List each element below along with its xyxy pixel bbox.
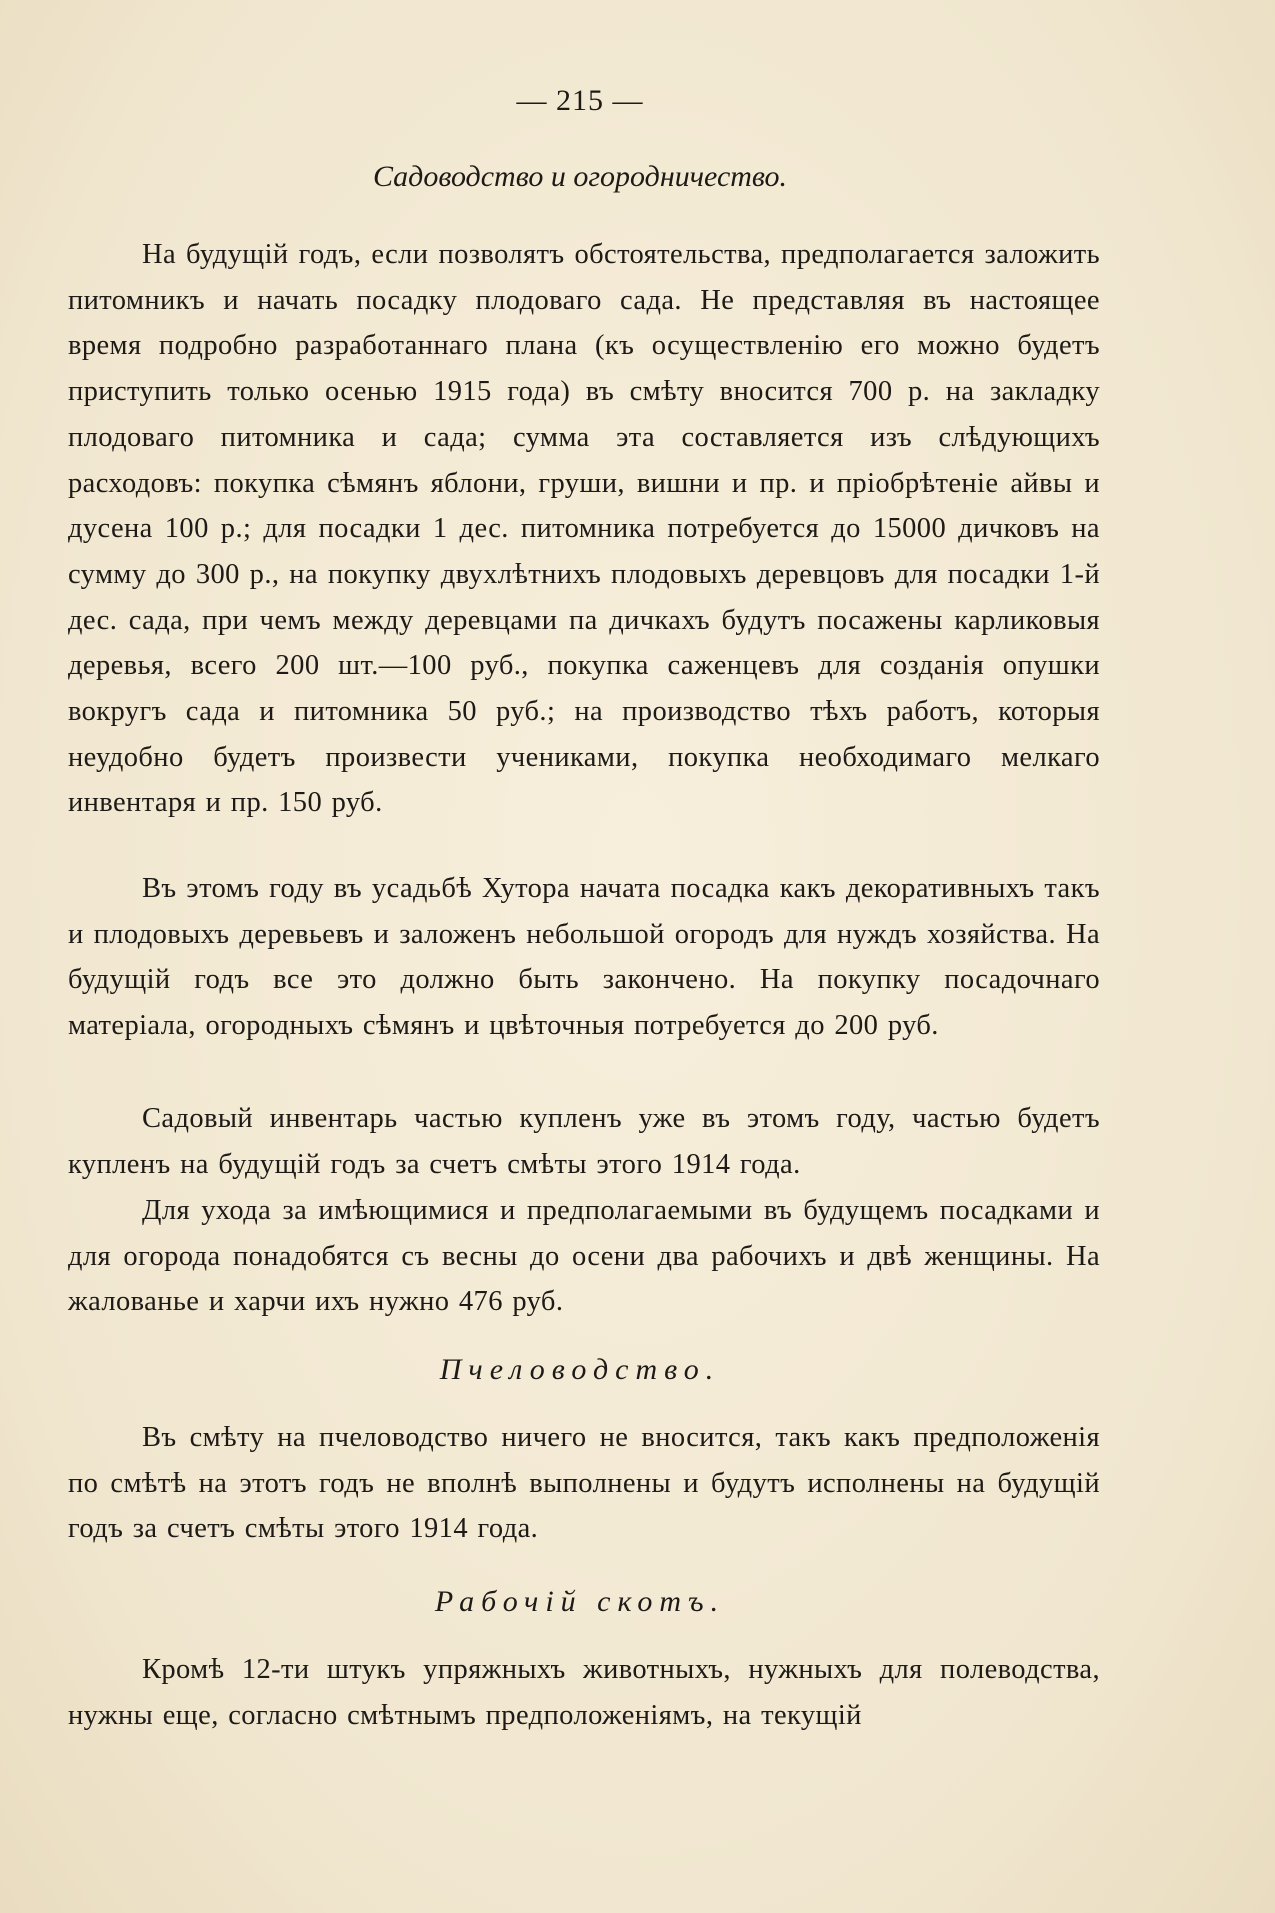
paragraph: Кромѣ 12-ти штукъ упряжныхъ животныхъ, нужныхъ для полеводства, нужны еще, согласно смѣтнымъ предположеніямъ, на текущій: [68, 1654, 1100, 1731]
paragraph: Садовый инвентарь частью купленъ уже въ этомъ году, частью будетъ купленъ на будущій годъ за счетъ смѣты этого 1914 года.: [68, 1103, 1100, 1180]
paragraph: Для ухода за имѣющимися и предполагаемыми въ будущемъ посадками и для огорода понадобятся съ весны до осени два рабочихъ и двѣ женщины. На жалованье и харчи ихъ нужно 476 руб.: [68, 1195, 1100, 1318]
paragraph: Въ смѣту на пчеловодство ничего не вносится, такъ какъ предположенія по смѣтѣ на этотъ годъ не вполнѣ выполнены и будутъ исполнены на будущій годъ за счетъ смѣты этого 1914 года.: [68, 1422, 1100, 1545]
section-heading-livestock: Рабочій скотъ.: [434, 1585, 726, 1618]
section-heading-beekeeping: Пчеловодство.: [439, 1353, 721, 1386]
paragraph: На будущій годъ, если позволятъ обстоятельства, предполагается заложить питомникъ и начать посадку плодоваго сада. Не представляя въ настоящее время подробно разработаннаго плана (къ осуществленію его можно будетъ приступить только осенью 1915 года) въ смѣту вносится 700 р. на закладку плодоваго питомника и сада; сумма эта составляется изъ слѣдующихъ расходовъ: покупка сѣмянъ яблони, груши, вишни и пр. и пріобрѣтеніе айвы и дусена 100 р.; для посадки 1 дес. питомника потребуется до 15000 дичковъ на сумму до 300 р., на покупку двухлѣтнихъ плодовыхъ деревцовъ для посадки 1-й дес. сада, при чемъ между деревцами па дичкахъ будутъ посажены карликовыя деревья, всего 200 шт.—100 руб., покупка саженцевъ для созданія опушки вокругъ сада и питомника 50 руб.; на производство тѣхъ работъ, которыя неудобно будетъ произвести учениками, покупка необходимаго мелкаго инвентаря и пр. 150 руб.: [68, 239, 1100, 819]
page-number: — 215 —: [516, 84, 644, 117]
section-heading-gardening: Садоводство и огородничество.: [372, 160, 788, 193]
paragraph: Въ этомъ году въ усадьбѣ Хутора начата посадка какъ декоративныхъ такъ и плодовыхъ деревьевъ и заложенъ небольшой огородъ для нуждъ хозяйства. На будущій годъ все это должно быть закончено. На покупку посадочнаго матеріала, огородныхъ сѣмянъ и цвѣточныя потребуется до 200 руб.: [68, 873, 1100, 1042]
